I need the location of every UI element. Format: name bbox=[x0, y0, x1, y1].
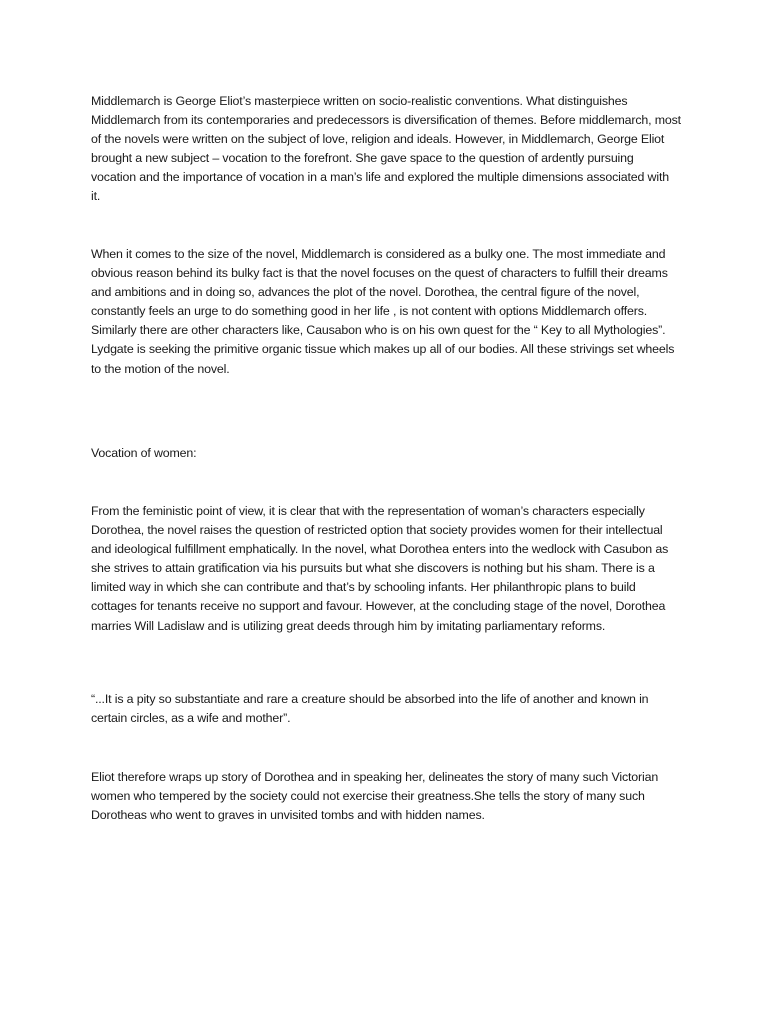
quote-paragraph: “...It is a pity so substantiate and rare a creature should be absorbed into the life of another and known in certain circles, as a wife and mother”. bbox=[91, 692, 649, 726]
conclusion-paragraph: Eliot therefore wraps up story of Dorothea and in speaking her, delineates the story of many such Victorian women who tempered by the society could not exercise their greatness.She tells the story of many such Dorotheas who went to graves in unvisited tombs and with hidden names. bbox=[91, 770, 659, 823]
section-heading: Vocation of women: bbox=[91, 446, 197, 460]
novel-size-paragraph: When it comes to the size of the novel, Middlemarch is considered as a bulky one. The most immediate and obvious reason behind its bulky fact is that the novel focuses on the quest of characters to fulfill their dreams and ambitions and in doing so, advances the plot of the novel. Dorothea, the central figure of the novel, constantly feels an urge to do something good in her life , is not content with options Middlemarch offers. Similarly there are other characters like, Causabon who is on his own quest for the “ Key to all Mythologies”. Lydgate is seeking the primitive organic tissue which makes up all of our bodies. All these strivings set wheels to the motion of the novel. bbox=[91, 247, 675, 376]
intro-paragraph: Middlemarch is George Eliot’s masterpiece written on socio-realistic conventions. What distinguishes Middlemarch from its contemporaries and predecessors is diversification of themes. Before middlemarch, most of the novels were written on the subject of love, religion and ideals. However, in Middlemarch, George Eliot brought a new subject – vocation to the forefront. She gave space to the question of ardently pursuing vocation and the importance of vocation in a man’s life and explored the multiple dimensions associated with it. bbox=[91, 94, 681, 204]
feminist-paragraph: From the feministic point of view, it is clear that with the representation of woman’s characters especially Dorothea, the novel raises the question of restricted option that society provides women for their intellectual and ideological fulfillment emphatically. In the novel, what Dorothea enters into the wedlock with Casubon as she strives to attain gratification via his pursuits but what she discovers is nothing but his sham. There is a limited way in which she can contribute and that’s by schooling infants. Her philanthropic plans to build cottages for tenants receive no support and favour. However, at the concluding stage of the novel, Dorothea marries Will Ladislaw and is utilizing great deeds through him by imitating parliamentary reforms. bbox=[91, 504, 669, 633]
